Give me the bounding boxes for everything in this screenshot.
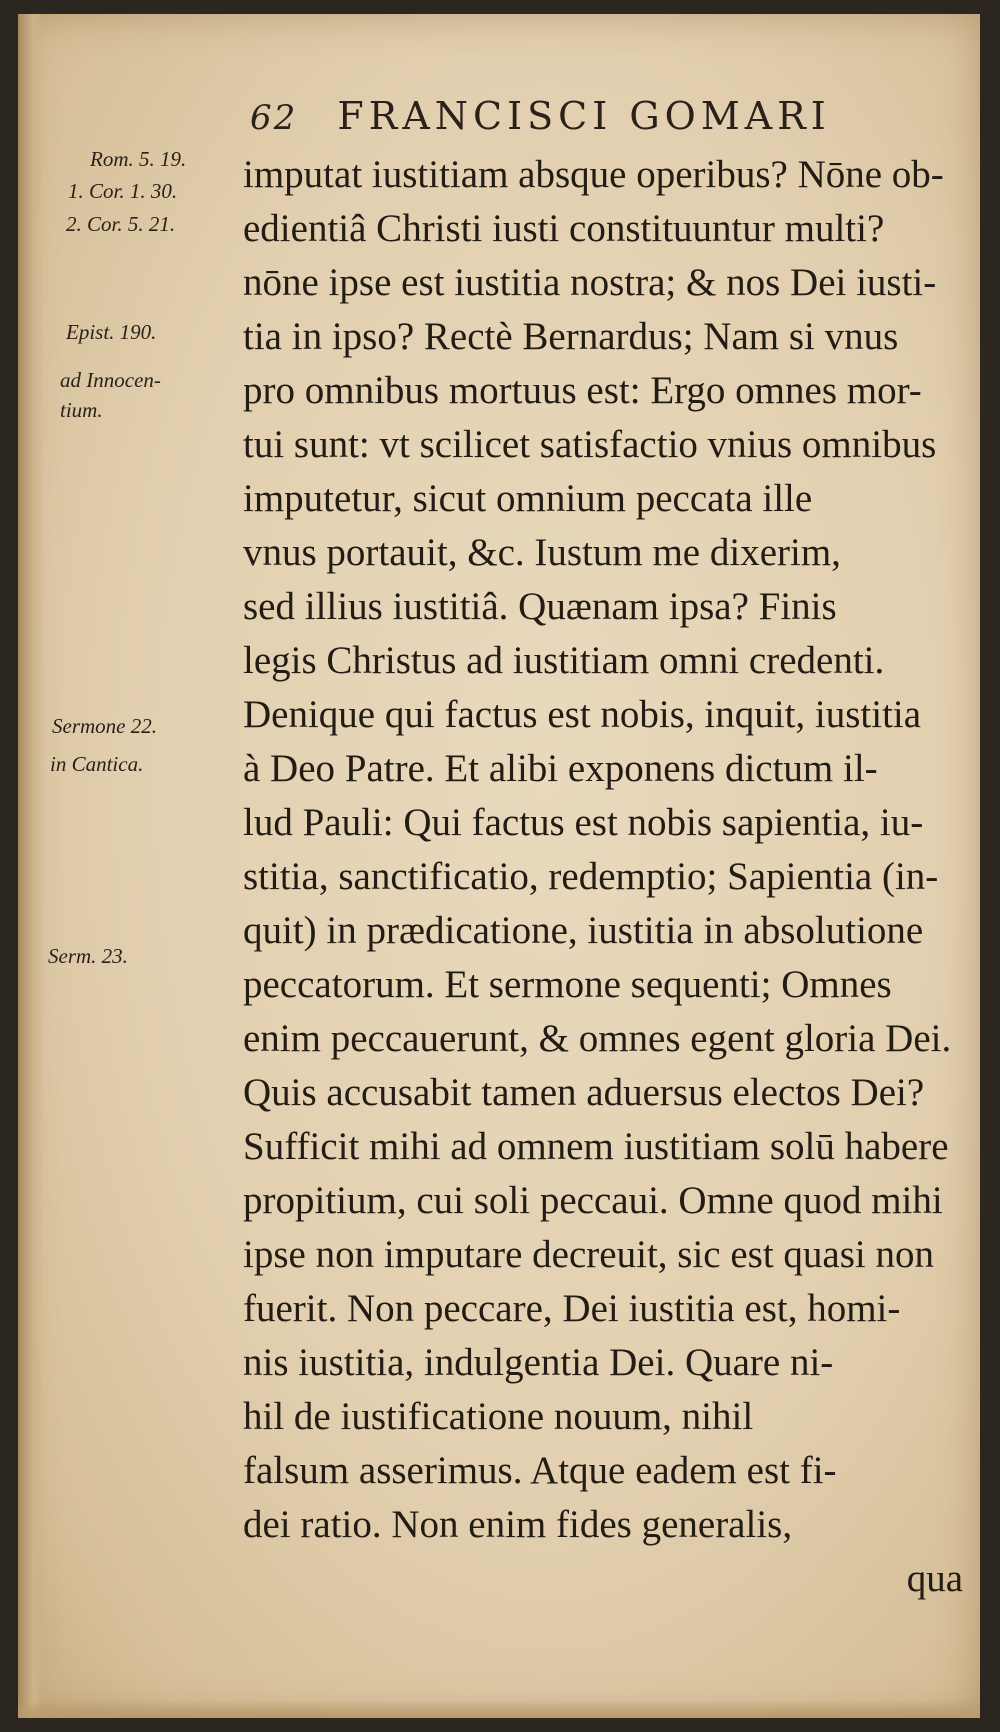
text-line: dei ratio. Non enim fides generalis, [243,1503,793,1546]
text-line: Denique qui factus est nobis, inquit, iustitia [243,693,922,736]
text-line: falsum asserimus. Atque eadem est fi- [243,1449,837,1492]
text-line: nis iustitia, indulgentia Dei. Quare ni- [243,1341,834,1384]
text-line: Quis accusabit tamen aduersus electos Dei? [243,1071,925,1114]
text-line: lud Pauli: Qui factus est nobis sapientia, iu- [243,801,924,844]
margin-note: ad Innocen- [60,368,161,392]
text-line: edientiâ Christi iusti constituuntur multi? [243,207,885,250]
running-title: FRANCISCI GOMARI [337,94,831,138]
text-line: hil de iustificatione nouum, nihil [243,1395,754,1438]
page-bottom-edge [18,1700,980,1718]
book-page [18,14,980,1718]
text-line: stitia, sanctificatio, redemptio; Sapientia (in- [243,855,939,898]
text-line: imputetur, sicut omnium peccata ille [243,477,813,520]
text-line: enim peccauerunt, & omnes egent gloria Dei. [243,1017,952,1060]
running-header [250,94,831,138]
text-line: Sufficit mihi ad omnem iustitiam solū habere [243,1125,949,1168]
text-line: tia in ipso? Rectè Bernardus; Nam si vnus [243,315,899,358]
text-line: peccatorum. Et sermone sequenti; Omnes [243,963,892,1006]
text-line: sed illius iustitiâ. Quænam ipsa? Finis [243,585,837,628]
page-gutter-shadow [18,14,44,1718]
margin-note: Serm. 23. [48,944,128,968]
text-line: à Deo Patre. Et alibi exponens dictum il- [243,747,878,790]
text-line: legis Christus ad iustitiam omni credenti. [243,639,885,682]
text-line: tui sunt: vt scilicet satisfactio vnius omnibus [243,423,937,466]
text-line: quit) in prædicatione, iustitia in absolutione [243,909,924,952]
text-line: propitium, cui soli peccaui. Omne quod mihi [243,1179,943,1222]
margin-note: tium. [60,398,103,422]
text-line: ipse non imputare decreuit, sic est quasi non [243,1233,934,1276]
text-line: imputat iustitiam absque operibus? Nōne ob- [243,153,944,196]
text-line: vnus portauit, &c. Iustum me dixerim, [243,531,841,574]
catchword: qua [906,1557,963,1600]
margin-note: Sermone 22. [52,714,157,738]
text-line: nōne ipse est iustitia nostra; & nos Dei iusti- [243,261,937,304]
margin-note: Rom. 5. 19. [90,147,187,171]
text-line: fuerit. Non peccare, Dei iustitia est, homi- [243,1287,901,1330]
page-number: 62 [250,98,298,138]
margin-note: in Cantica. [50,752,144,776]
margin-note: 2. Cor. 5. 21. [66,212,176,236]
margin-note: Epist. 190. [66,320,157,344]
text-line: pro omnibus mortuus est: Ergo omnes mor- [243,369,922,412]
margin-note: 1. Cor. 1. 30. [68,179,178,203]
